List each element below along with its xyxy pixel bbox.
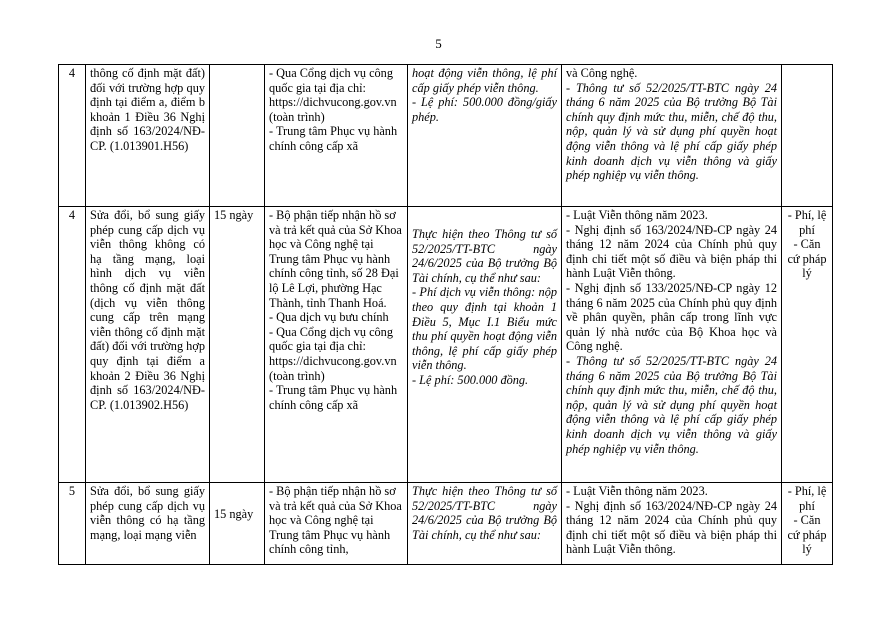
place-line: - Bộ phận tiếp nhận hồ sơ và trả kết quả của Sở Khoa học và Công nghệ tại Trung tâm Phục vụ hành chính công tỉnh, — [269, 484, 402, 557]
legal-line: - Nghị định số 163/2024/NĐ-CP ngày 24 tháng 12 năm 2024 của Chính phủ quy định chi tiết một số điều và biện pháp thi hành Luật Viễn thông. — [566, 222, 777, 281]
stt-cell: 4 — [59, 207, 86, 483]
note-cell — [782, 65, 833, 207]
procedure-name-cell: thông cố định mặt đất) đối với trường hợp quy định tại điểm a, điểm b khoản 1 Điều 36 Nghị định số 163/2024/NĐ-CP. (1.013901.H56) — [86, 65, 210, 207]
stt-cell: 4 — [59, 65, 86, 207]
fee-line: - Lệ phí: 500.000 đồng. — [412, 372, 529, 387]
note-line: - Căn cứ pháp lý — [787, 513, 827, 557]
fee-line: hoạt động viễn thông, lệ phí cấp giấy phép viễn thông. — [412, 66, 557, 95]
stt-cell: 5 — [59, 483, 86, 565]
time-cell — [210, 65, 265, 207]
place-line: - Trung tâm Phục vụ hành chính công cấp xã — [269, 124, 398, 153]
procedure-table — [58, 64, 833, 565]
note-line: - Phí, lệ phí — [787, 208, 827, 237]
table-row — [59, 65, 833, 207]
page-number: 5 — [435, 36, 442, 51]
time-cell: 15 ngày — [210, 483, 265, 565]
procedure-name-cell: Sửa đổi, bổ sung giấy phép cung cấp dịch vụ viễn thông có hạ tầng mạng, loại mạng viễn — [86, 483, 210, 565]
legal-basis-cell — [562, 65, 782, 207]
fee-line: Thực hiện theo Thông tư số 52/2025/TT-BTC ngày 24/6/2025 của Bộ trưởng Bộ Tài chính, cụ thể như sau: — [412, 484, 557, 542]
legal-line: - Nghị định số 163/2024/NĐ-CP ngày 24 tháng 12 năm 2024 của Chính phủ quy định chi tiết một số điều và biện pháp thi hành Luật Viễn thông. — [566, 498, 777, 557]
legal-line: - Nghị định số 133/2025/NĐ-CP ngày 12 tháng 6 năm 2025 của Chính phủ quy định về phân quyền, phân cấp trong lĩnh vực quản lý nhà nước của Bộ Khoa học và Công nghệ. — [566, 280, 777, 354]
fee-line: - Phí dịch vụ viễn thông: nộp theo quy định tại khoản 1 Điều 5, Mục I.1 Biểu mức thu phí quyền hoạt động viễn thông, lệ phí cấp giấy phép viễn thông. — [412, 285, 557, 373]
procedure-name-cell: Sửa đổi, bổ sung giấy phép cung cấp dịch vụ viễn thông không có hạ tầng mạng, loại hình dịch vụ viễn thông cố định mặt đất (dịch vụ viễn thông cung cấp trên mạng viễn thông cố định mặt đất) đối với trường hợp quy định tại điểm a khoản 2 Điều 36 Nghị định số 163/2024/NĐ-CP. (1.013902.H56) — [86, 207, 210, 483]
place-url: https://dichvucong.gov.vn (toàn trình) — [269, 353, 397, 383]
fee-cell — [408, 65, 562, 207]
place-cell — [265, 207, 408, 483]
legal-basis-cell — [562, 207, 782, 483]
place-line: - Bộ phận tiếp nhận hồ sơ và trả kết quả của Sở Khoa học và Công nghệ tại Trung tâm Phục vụ hành chính công tỉnh, số 28 Đại lộ Lê Lợi, phường Hạc Thành, tỉnh Thanh Hoá. — [269, 208, 402, 310]
time-cell: 15 ngày — [210, 207, 265, 483]
place-line: - Qua Cổng dịch vụ công quốc gia tại địa chỉ: — [269, 324, 393, 354]
note-cell — [782, 207, 833, 483]
legal-line: - Thông tư số 52/2025/TT-BTC ngày 24 tháng 6 năm 2025 của Bộ trưởng Bộ Tài chính quy định mức thu, miễn, chế độ thu, nộp, quản lý và sử dụng phí quyền hoạt động viễn thông và lệ phí cấp giấy phép kinh doanh dịch vụ viễn thông và giấy phép nghiệp vụ viễn thông. — [566, 353, 777, 456]
table-row — [59, 483, 833, 565]
fee-cell — [408, 207, 562, 483]
place-url: https://dichvucong.gov.vn (toàn trình) — [269, 95, 397, 124]
fee-line: - Lệ phí: 500.000 đồng/giấy phép. — [412, 95, 557, 124]
place-line: - Trung tâm Phục vụ hành chính công cấp xã — [269, 383, 398, 412]
note-line: - Căn cứ pháp lý — [787, 237, 827, 281]
legal-line: - Luật Viễn thông năm 2023. — [566, 208, 708, 222]
legal-line: - Thông tư số 52/2025/TT-BTC ngày 24 tháng 6 năm 2025 của Bộ trưởng Bộ Tài chính quy định mức thu, miễn, chế độ thu, nộp, quản lý và sử dụng phí quyền hoạt động viễn thông và lệ phí cấp giấy phép kinh doanh dịch vụ viễn thông và giấy phép nghiệp vụ viễn thông. — [566, 80, 777, 183]
note-line: - Phí, lệ phí — [787, 484, 827, 513]
place-cell — [265, 483, 408, 565]
table-row — [59, 207, 833, 483]
legal-basis-cell — [562, 483, 782, 565]
place-line: - Qua dịch vụ bưu chính — [269, 310, 389, 325]
place-line: - Qua Cổng dịch vụ công quốc gia tại địa chỉ: — [269, 66, 393, 95]
place-cell — [265, 65, 408, 207]
legal-line: - Luật Viễn thông năm 2023. — [566, 484, 708, 498]
fee-cell — [408, 483, 562, 565]
note-cell — [782, 483, 833, 565]
fee-line: Thực hiện theo Thông tư số 52/2025/TT-BTC ngày 24/6/2025 của Bộ trưởng Bộ Tài chính, cụ thể như sau: — [412, 227, 557, 285]
legal-line: và Công nghệ. — [566, 66, 638, 80]
